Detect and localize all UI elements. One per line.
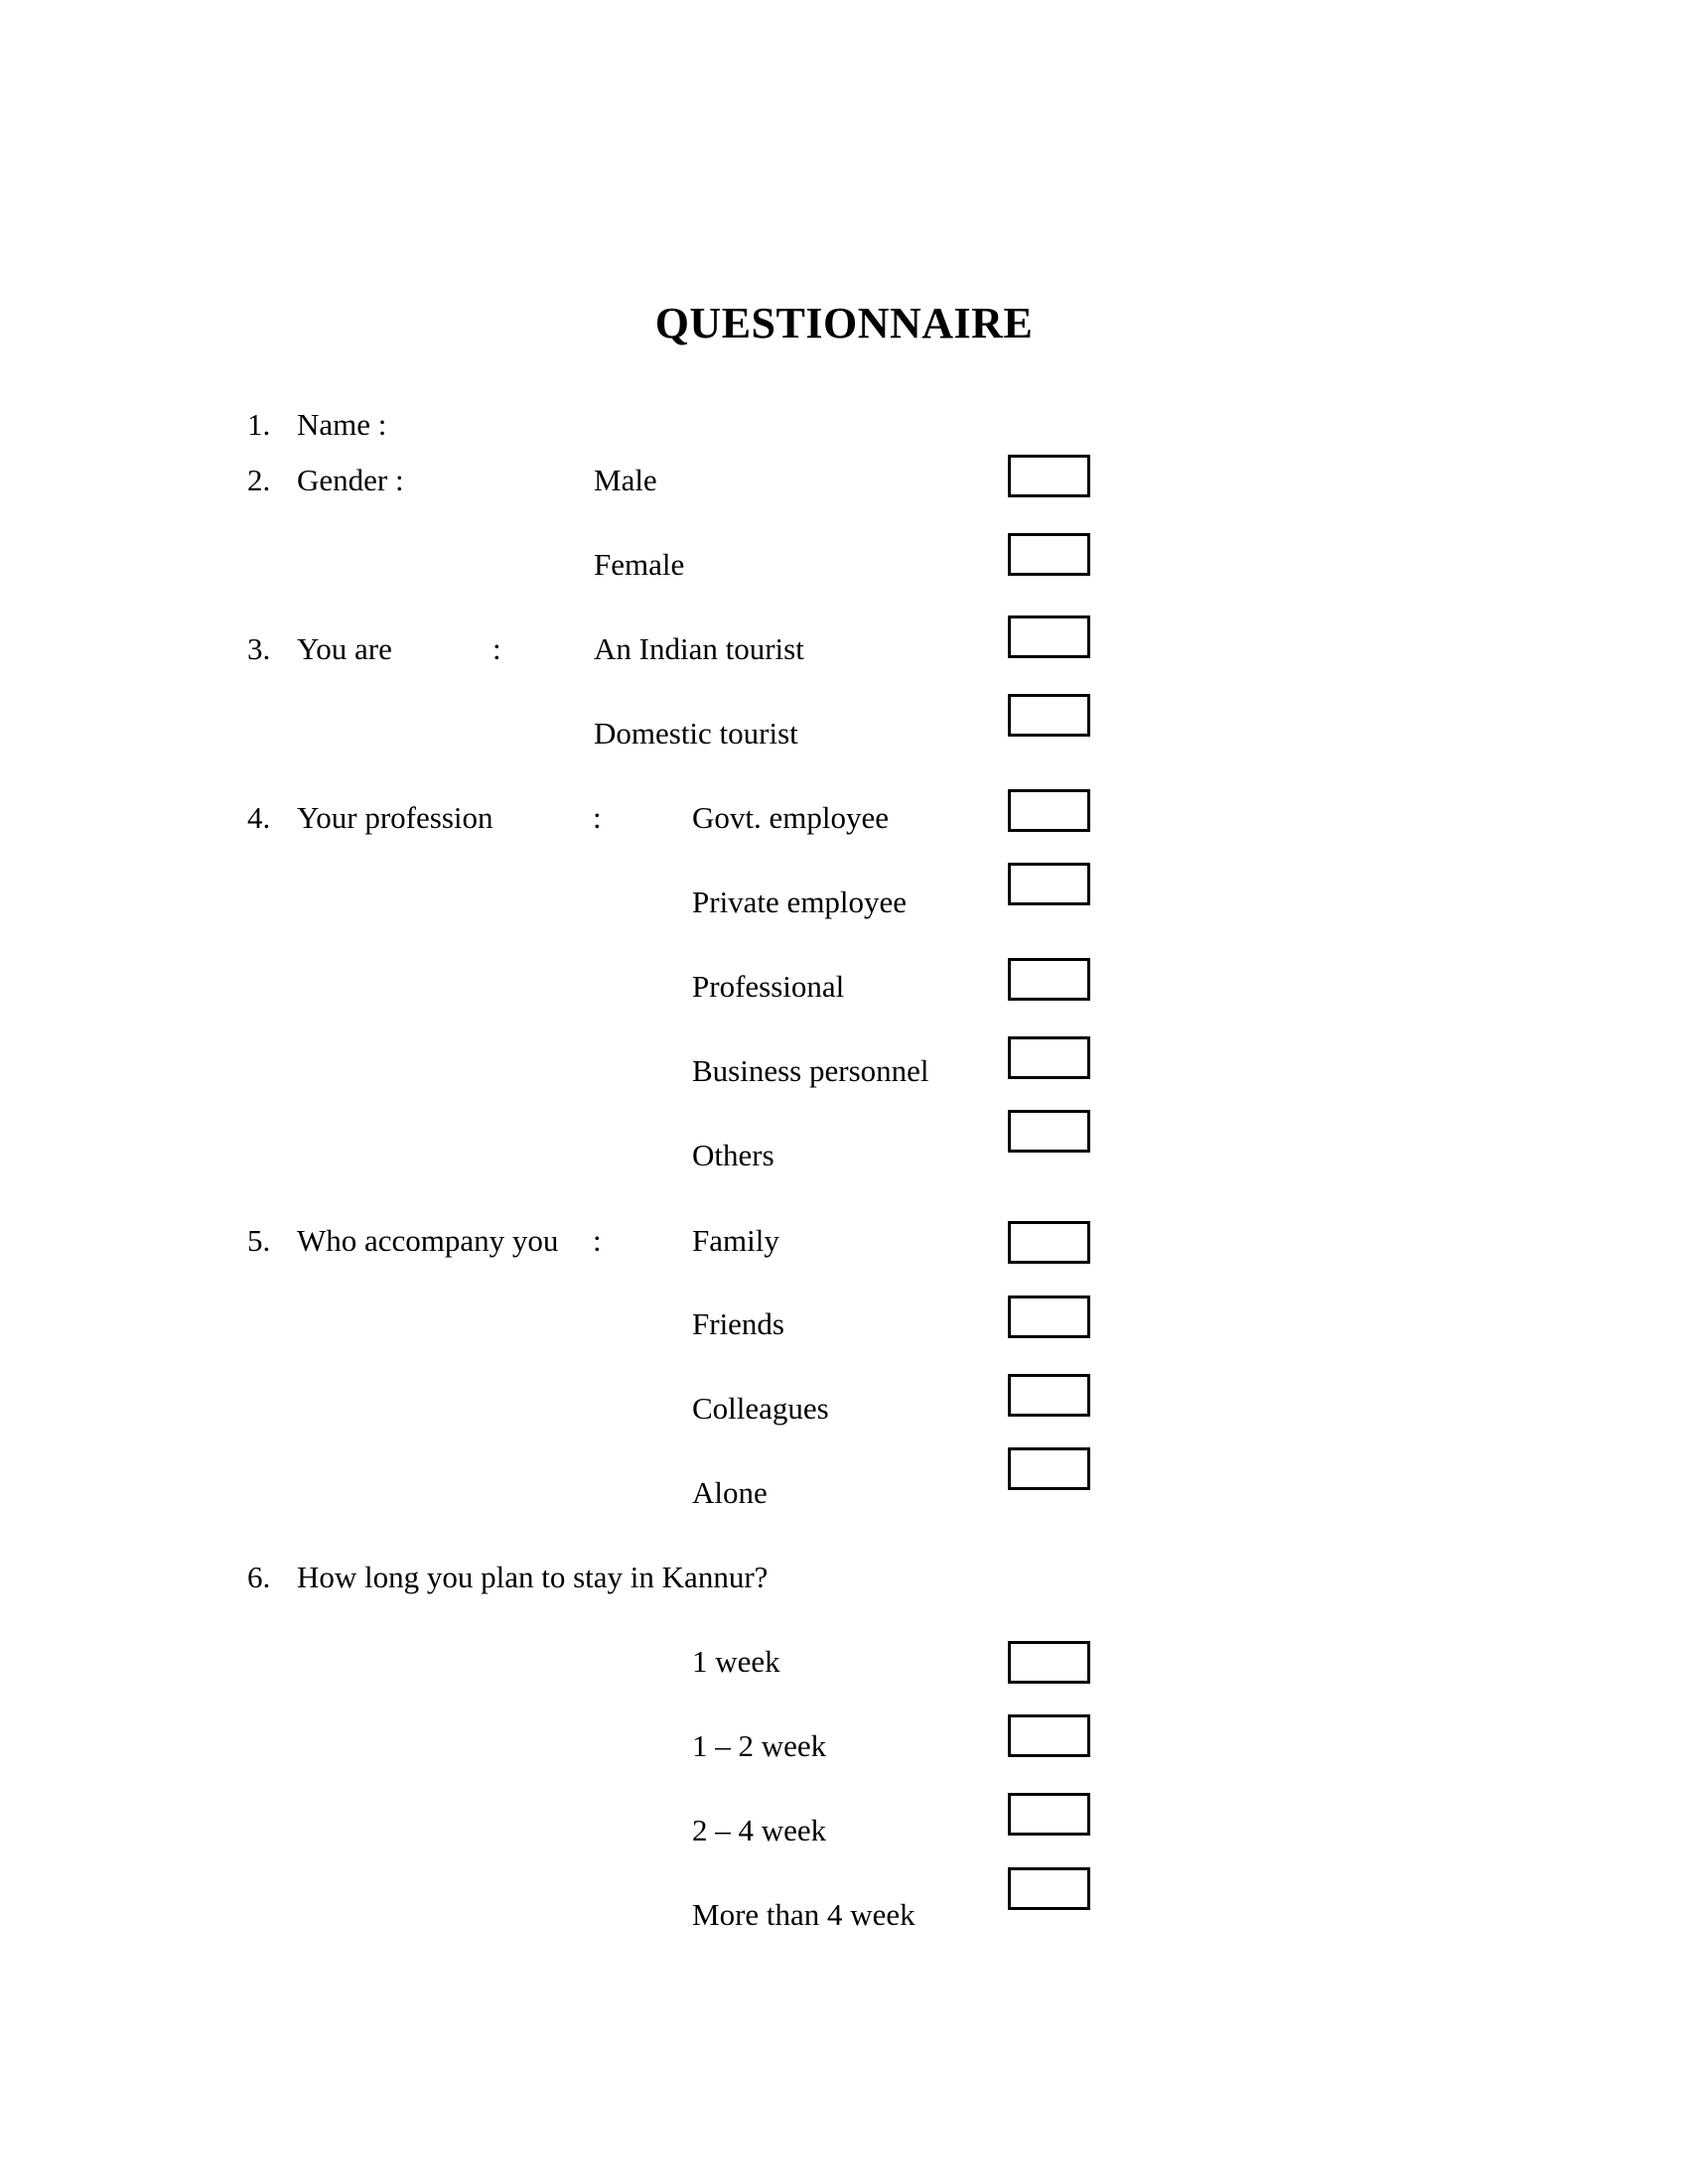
- option-label-2-4-week: 2 – 4 week: [692, 1813, 827, 1847]
- option-label-colleagues: Colleagues: [692, 1391, 829, 1426]
- checkbox-2-4-week[interactable]: [1008, 1793, 1090, 1836]
- option-label-alone: Alone: [692, 1475, 768, 1510]
- question-colon: :: [593, 800, 602, 835]
- checkbox-domestic-tourist[interactable]: [1008, 694, 1090, 737]
- option-label-business-personnel: Business personnel: [692, 1053, 929, 1088]
- question-number: 6.: [247, 1560, 271, 1594]
- question-colon: :: [492, 631, 501, 666]
- question-number: 1.: [247, 407, 271, 442]
- checkbox-friends[interactable]: [1008, 1296, 1090, 1338]
- question-label: How long you plan to stay in Kannur?: [297, 1560, 769, 1594]
- option-label-female: Female: [594, 547, 685, 582]
- option-label-family: Family: [692, 1223, 779, 1258]
- option-label-male: Male: [594, 463, 657, 497]
- checkbox-1-week[interactable]: [1008, 1641, 1090, 1684]
- checkbox-others[interactable]: [1008, 1110, 1090, 1153]
- question-number: 4.: [247, 800, 271, 835]
- option-label-professional: Professional: [692, 969, 845, 1004]
- question-label: You are: [297, 631, 392, 666]
- question-label: Name :: [297, 407, 387, 442]
- question-colon: :: [593, 1223, 602, 1258]
- checkbox-1-2-week[interactable]: [1008, 1714, 1090, 1757]
- checkbox-alone[interactable]: [1008, 1447, 1090, 1490]
- checkbox-more-than-4-week[interactable]: [1008, 1867, 1090, 1910]
- option-label-more-than-4-week: More than 4 week: [692, 1897, 915, 1932]
- page-title: QUESTIONNAIRE: [654, 299, 1034, 347]
- checkbox-family[interactable]: [1008, 1221, 1090, 1264]
- checkbox-govt-employee[interactable]: [1008, 789, 1090, 832]
- checkbox-colleagues[interactable]: [1008, 1374, 1090, 1417]
- question-number: 5.: [247, 1223, 271, 1258]
- option-label-1-2-week: 1 – 2 week: [692, 1728, 827, 1763]
- option-label-private-employee: Private employee: [692, 885, 908, 919]
- question-number: 2.: [247, 463, 271, 497]
- checkbox-indian-tourist[interactable]: [1008, 615, 1090, 658]
- checkbox-female[interactable]: [1008, 533, 1090, 576]
- option-label-indian-tourist: An Indian tourist: [594, 631, 804, 666]
- option-label-friends: Friends: [692, 1306, 784, 1341]
- checkbox-professional[interactable]: [1008, 958, 1090, 1001]
- checkbox-male[interactable]: [1008, 455, 1090, 497]
- option-label-domestic-tourist: Domestic tourist: [594, 716, 798, 751]
- option-label-1-week: 1 week: [692, 1644, 780, 1679]
- question-label: Gender :: [297, 463, 404, 497]
- checkbox-business-personnel[interactable]: [1008, 1036, 1090, 1079]
- checkbox-private-employee[interactable]: [1008, 863, 1090, 905]
- question-number: 3.: [247, 631, 271, 666]
- question-label: Your profession: [297, 800, 493, 835]
- option-label-govt-employee: Govt. employee: [692, 800, 890, 835]
- option-label-others: Others: [692, 1138, 774, 1172]
- question-label: Who accompany you: [297, 1223, 559, 1258]
